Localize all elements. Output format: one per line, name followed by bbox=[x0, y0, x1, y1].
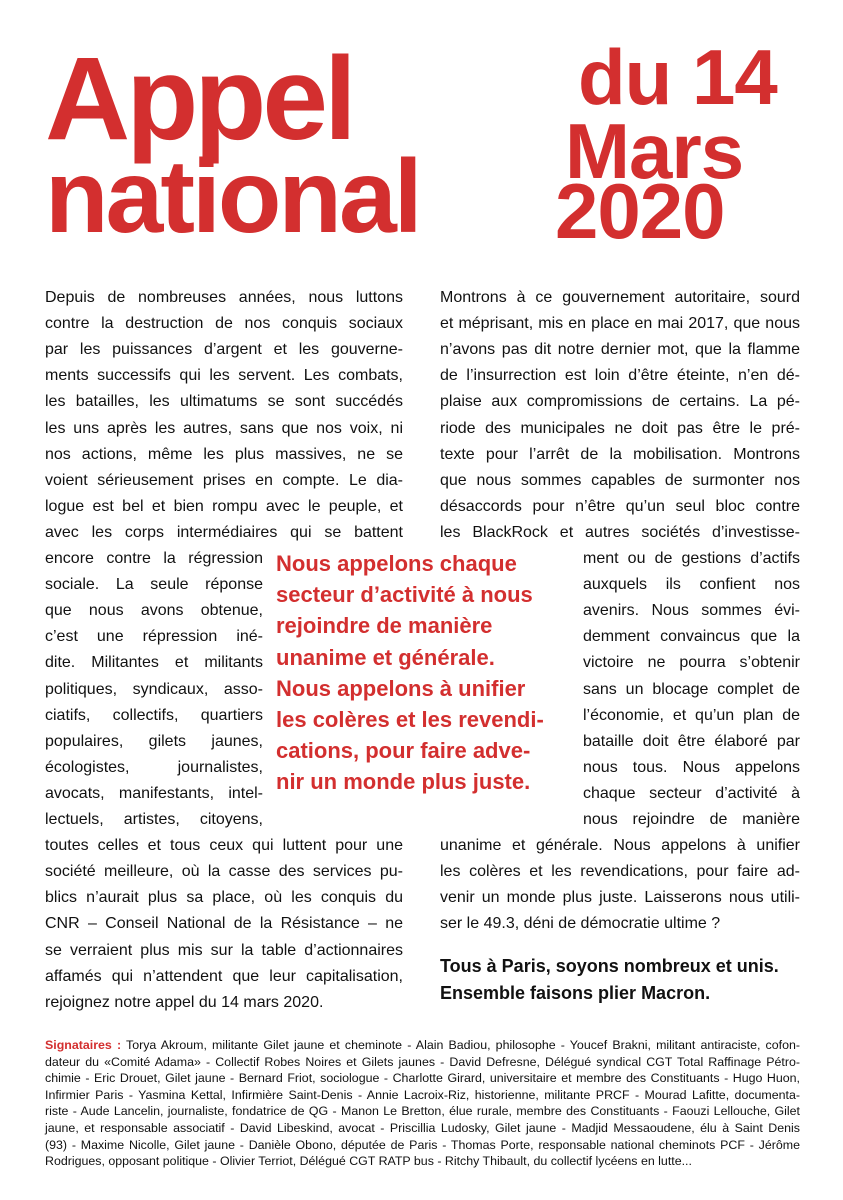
pull-quote-line: Nous appelons à unifier bbox=[276, 675, 526, 701]
right-column-line: désaccords pour n’être qu’un seul bloc contre bbox=[440, 497, 800, 515]
left-column-line: ments successifs qui les servent. Les combats, bbox=[45, 367, 403, 385]
right-narrow-line: sans un blocage complet de bbox=[583, 680, 800, 698]
left-narrow-line: dite. Militantes et militants bbox=[45, 654, 263, 672]
left-bottom-line: affamés qui n’attendent que leur capitalisation, bbox=[45, 967, 403, 985]
right-column-line: et méprisant, mis en place en mai 2017, que nous bbox=[440, 315, 800, 333]
pull-quote-line: rejoindre de manière bbox=[276, 613, 493, 639]
date-line-1: du 14 bbox=[578, 33, 777, 121]
right-column-line: n’avons pas dit notre dernier mot, que la flamme bbox=[440, 341, 800, 359]
left-narrow-line: que nous avons obtenue, bbox=[45, 602, 263, 620]
left-narrow-line: lectuels, artistes, citoyens, bbox=[45, 811, 263, 828]
right-narrow-line: nous rejoindre de manière bbox=[583, 811, 800, 828]
left-narrow-line: ciatifs, collectifs, quartiers bbox=[45, 706, 263, 724]
pull-quote-line: nir un monde plus juste. bbox=[276, 769, 531, 795]
signatories-line: jaune, et responsable associatif - David Libeskind, avocat - Priscillia Ludosky, Gilet jaune - Madjid Messaoudene, élu à Saint Denis bbox=[45, 1121, 800, 1135]
left-column-line: les uns après les autres, sans que nos voix, ni bbox=[45, 419, 403, 437]
right-narrow-line: auxquels ils confient nos bbox=[583, 576, 800, 594]
left-column-line: logue est bel et bien rompu avec le peuple, et bbox=[45, 497, 403, 515]
pull-quote-line: secteur d’activité à nous bbox=[276, 582, 533, 608]
headline-national: national bbox=[45, 139, 420, 255]
right-bottom-line: unanime et générale. Nous appelons à unifier bbox=[440, 837, 800, 855]
right-column-line: plaise aux compromissions de certains. La pé- bbox=[440, 393, 800, 411]
headline-appel: Appel bbox=[45, 33, 353, 165]
pull-quote-line: cations, pour faire adve- bbox=[276, 738, 531, 764]
right-column-line: Montrons à ce gouvernement autoritaire, sourd bbox=[440, 289, 800, 306]
right-column-line: riode des municipales ne doit pas être le pré- bbox=[440, 419, 800, 437]
left-column-line: voient sérieusement prises en compte. Le dia- bbox=[45, 471, 403, 489]
right-bottom-line: venir un monde plus juste. Laisserons nous utili- bbox=[440, 889, 800, 907]
right-narrow-line: nous tous. Nous appelons bbox=[583, 758, 800, 776]
pull-quote-line: unanime et générale. bbox=[276, 644, 495, 670]
left-bottom-line: rejoignez notre appel du 14 mars 2020. bbox=[45, 993, 324, 1011]
left-bottom-line: toutes celles et tous ceux qui luttent pour une bbox=[45, 837, 403, 855]
left-column-line: nos actions, même les plus massives, ne se bbox=[45, 445, 403, 463]
closing-line: Tous à Paris, soyons nombreux et unis. bbox=[440, 956, 779, 976]
left-narrow-line: écologistes, journalistes, bbox=[45, 758, 263, 776]
right-narrow-line: demment convaincus que la bbox=[583, 628, 800, 646]
right-narrow-line: avenirs. Nous sommes évi- bbox=[583, 602, 800, 620]
left-column-line: les batailles, les ultimatums se sont succédés bbox=[45, 393, 403, 411]
left-bottom-line: blics n’aurait plus sa place, où les conquis du bbox=[45, 889, 403, 907]
date-line-3: 2020 bbox=[555, 167, 725, 255]
left-bottom-line: CNR – Conseil National de la Résistance – ne bbox=[45, 915, 403, 933]
left-bottom-line: société meilleure, où la casse des services pu- bbox=[45, 863, 403, 881]
left-narrow-line: politiques, syndicaux, asso- bbox=[45, 680, 263, 698]
right-narrow-line: victoire ne pourra s’obtenir bbox=[583, 654, 800, 672]
right-column-line: que nous sommes capables de surmonter nos bbox=[440, 471, 800, 489]
signatories-text: Torya Akroum, militante Gilet jaune et cheminote - Alain Badiou, philosophe - Youcef Brakni, militant antiraciste, cofon- bbox=[121, 1038, 800, 1052]
right-column-line: les BlackRock et autres sociétés d’investisse- bbox=[440, 523, 800, 541]
left-column-line: par les puissances d’argent et les gouverne- bbox=[45, 341, 403, 359]
left-column-line: contre la destruction de nos conquis sociaux bbox=[45, 315, 403, 333]
right-bottom-line: les colères et les revendications, pour faire ad- bbox=[440, 863, 800, 881]
right-narrow-line: l’économie, et qu’un plan de bbox=[583, 706, 800, 724]
left-bottom-line: se verraient plus mis sur la table d’actionnaires bbox=[45, 941, 403, 959]
signatories-line bbox=[45, 1037, 800, 1054]
left-narrow-line: sociale. La seule réponse bbox=[45, 576, 263, 594]
right-column-line: texte pour l’arrêt de la mobilisation. Montrons bbox=[440, 445, 800, 463]
left-narrow-line: c’est une répression iné- bbox=[45, 628, 263, 646]
right-narrow-line: chaque secteur d’activité à bbox=[583, 784, 800, 802]
right-narrow-line: ment ou de gestions d’actifs bbox=[583, 550, 800, 567]
left-column-line: avec les corps intermédiaires qui se battent bbox=[45, 523, 403, 541]
date-line-2: Mars bbox=[565, 107, 744, 195]
signatories-line: Infirmier Paris - Yasmina Kettal, Infirmière Saint-Denis - Annie Lacroix-Riz, historienne, militante PRCF - Mourad Lafitte, documenta- bbox=[45, 1087, 800, 1102]
signatories-line: (93) - Maxime Nicolle, Gilet jaune - Danièle Obono, députée de Paris - Thomas Porte, responsable national cheminots PCF - Jérôme bbox=[45, 1137, 800, 1152]
left-narrow-line: avocats, manifestants, intel- bbox=[45, 784, 263, 802]
closing-line: Ensemble faisons plier Macron. bbox=[440, 983, 711, 1003]
left-narrow-line: populaires, gilets jaunes, bbox=[45, 732, 263, 750]
signatories-line: Rodrigues, opposant politique - Olivier Terriot, Délégué CGT RATP bus - Ritchy Thibault, du collectif lycéens en lutte... bbox=[45, 1154, 692, 1169]
signatories-label: Signataires : bbox=[45, 1038, 122, 1052]
left-narrow-line: encore contre la régression bbox=[45, 550, 263, 567]
right-bottom-line: ser le 49.3, déni de démocratie ultime ? bbox=[440, 915, 721, 933]
signatories-line: dateur du «Comité Adama» - Collectif Robes Noires et Gilets jaunes - David Defresne, Délégué syndical CGT Total Raffinage Pétro- bbox=[45, 1054, 800, 1069]
signatories-line: riste - Aude Lancelin, journaliste, fondatrice de QG - Manon Le Bretton, élue rurale, membre des Constituants - Faouzi Lellouche, Gilet bbox=[45, 1104, 800, 1119]
right-column-line: de l’insurrection est loin d’être éteinte, n’en dé- bbox=[440, 367, 800, 385]
pull-quote-line: Nous appelons chaque bbox=[276, 551, 517, 576]
pull-quote-line: les colères et les revendi- bbox=[276, 707, 544, 732]
signatories-line: chimie - Eric Drouet, Gilet jaune - Bernard Friot, sociologue - Charlotte Girard, universitaire et membre des Constituants - Hugo Huon, bbox=[45, 1071, 800, 1086]
left-column-line: Depuis de nombreuses années, nous luttons bbox=[45, 289, 403, 306]
right-narrow-line: bataille doit être élaboré par bbox=[583, 732, 800, 750]
